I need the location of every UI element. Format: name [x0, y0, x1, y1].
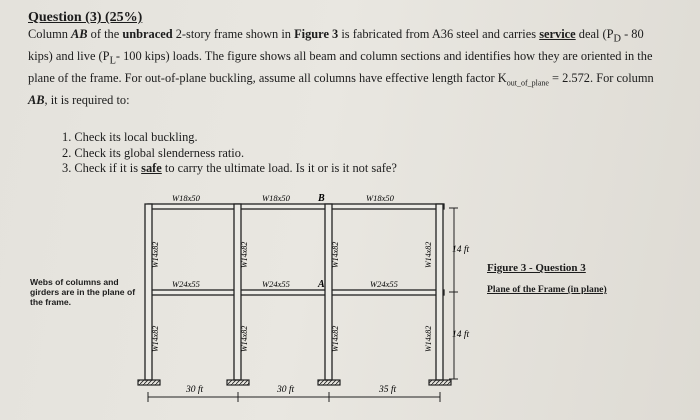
- text-run: of the: [87, 27, 123, 41]
- floor-beam: [148, 290, 444, 295]
- subscript: D: [613, 33, 621, 45]
- column-label: W14x82: [240, 241, 249, 268]
- column-label: AB: [71, 27, 88, 41]
- beam-label: W18x50: [262, 193, 290, 203]
- support-icon: [227, 380, 249, 385]
- support-icon: [318, 380, 340, 385]
- text-run: deal (P: [575, 27, 614, 41]
- figure-ref: Figure 3: [294, 27, 339, 41]
- beam-label: W24x55: [262, 279, 290, 289]
- column: [436, 204, 443, 380]
- column-label: W14x82: [240, 325, 249, 352]
- task-item: 2. Check its global slenderness ratio.: [62, 145, 245, 160]
- safe-term: safe: [141, 161, 162, 175]
- story-height: 14 ft: [452, 330, 470, 340]
- support-icon: [138, 380, 160, 385]
- column: [145, 204, 152, 380]
- bay-width: 35 ft: [379, 385, 397, 395]
- support-icon: [429, 380, 451, 385]
- column-label: W14x82: [151, 325, 160, 352]
- bay-width: 30 ft: [186, 385, 204, 395]
- text-run: - 100 kips) loads. The figure shows all beam and column sections and identifies how they are oriented in the plane of the frame. For out-of-plane buckling, assume all columns have effective length factor K: [28, 49, 653, 86]
- text-run: , it is required to:: [44, 93, 130, 108]
- floor-beams: [148, 290, 444, 295]
- beam-label: W24x55: [172, 279, 200, 289]
- column: [325, 204, 332, 380]
- bay-width: 30 ft: [277, 385, 295, 395]
- height-dimension: [449, 208, 458, 379]
- beam-label: W18x50: [172, 193, 200, 203]
- column-label: W14x82: [331, 241, 340, 268]
- column-label: W14x82: [331, 325, 340, 352]
- column: [234, 204, 241, 380]
- text-run: to carry the ultimate load. Is it or is it not safe?: [161, 161, 397, 175]
- fixed-supports: [138, 380, 451, 385]
- service-term: service: [539, 27, 576, 41]
- text-run: 3. Check if it is: [62, 161, 142, 175]
- question-title: Question (3) (25%): [28, 10, 143, 25]
- column-label: W14x82: [424, 241, 433, 268]
- point-b-label: B: [318, 193, 325, 204]
- beam-label: W18x50: [366, 193, 394, 203]
- story-height: 14 ft: [452, 245, 470, 255]
- subscript: out_of_plane: [506, 78, 549, 88]
- point-a-label: A: [318, 279, 325, 290]
- roof-beam: [148, 204, 444, 209]
- task-item: 1. Check its local buckling.: [62, 130, 198, 144]
- unbraced-term: unbraced: [122, 27, 173, 41]
- figure-caption: Figure 3 - Question 3: [487, 262, 586, 274]
- column-label: W14x82: [424, 325, 433, 352]
- roof-beams: [148, 204, 444, 209]
- beam-label: W24x55: [370, 279, 398, 289]
- text-run: is fabricated from A36 steel and carries: [338, 27, 540, 41]
- web-orientation-note: Webs of columns and girders are in the plane of the frame.: [30, 277, 136, 307]
- column-label: W14x82: [151, 241, 160, 268]
- figure-subcaption: Plane of the Frame (in plane): [487, 284, 607, 295]
- text-run: Column: [28, 27, 72, 41]
- column-label: AB: [28, 93, 45, 108]
- text-run: 2-story frame shown in: [172, 27, 295, 41]
- subscript: L: [109, 55, 116, 67]
- text-run: - 80 kips) and live (P: [28, 27, 644, 64]
- text-run: = 2.572. For column: [548, 71, 654, 86]
